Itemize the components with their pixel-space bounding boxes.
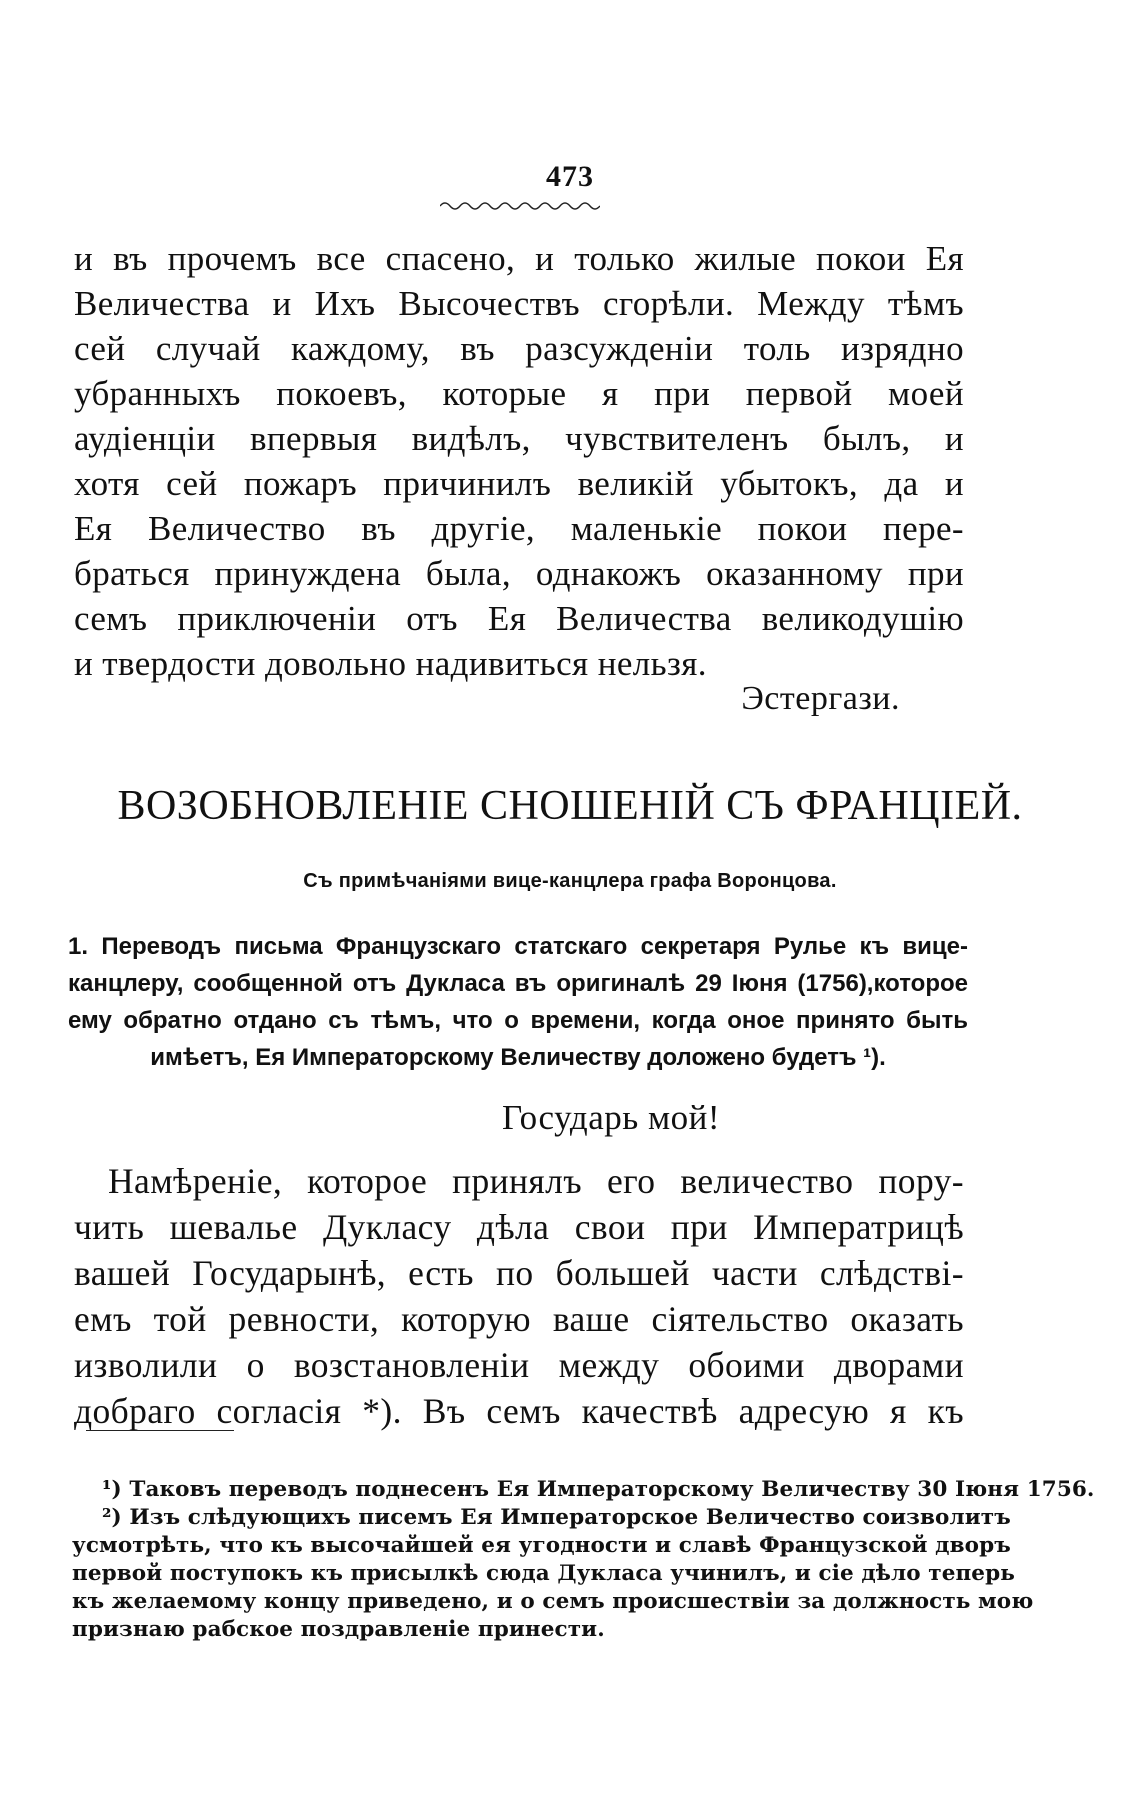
text-line: добраго согласія *). Въ семъ качествѣ адресую я къ — [74, 1391, 964, 1431]
footnote-line: къ желаемому концу приведено, и о семъ происшествіи за должность мою — [72, 1589, 1034, 1614]
section-subtitle: Съ примѣчаніями вице-канцлера графа Воронцова. — [303, 870, 837, 892]
text-line: убранныхъ покоевъ, которые я при первой моей — [74, 374, 964, 413]
text-line: Ея Величество въ другіе, маленькіе покои пере- — [74, 509, 964, 548]
page-number: 473 — [546, 160, 594, 193]
footnote-line: ¹) Таковъ переводъ поднесенъ Ея Императорскому Величеству 30 Іюня 1756. — [102, 1477, 1095, 1502]
text-line: Величества и Ихъ Высочествъ сгорѣли. Между тѣмъ — [74, 284, 964, 323]
paragraph-letter-end — [74, 236, 964, 686]
footnote-line: первой поступокъ къ присылкѣ сюда Дукласа учинилъ, и сіе дѣло теперь — [72, 1561, 1015, 1586]
text-line: аудіенціи впервыя видѣлъ, чувствителенъ былъ, и — [74, 419, 964, 458]
heading-line: имѣетъ, Ея Императорскому Величеству доложено будетъ ¹). — [150, 1044, 886, 1071]
footnote-divider — [86, 1430, 234, 1431]
wavy-ornament — [440, 200, 600, 212]
footnote-line: усмотрѣть, что къ высочайшей ея угодности и славѣ Французской дворъ — [72, 1533, 1011, 1558]
footnote-line: признаю рабское поздравленіе принести. — [72, 1617, 605, 1642]
text-line: и твердости довольно надивиться нельзя. — [74, 644, 707, 683]
paragraph-letter-start — [74, 1158, 964, 1434]
heading-line: канцлеру, сообщенной отъ Дукласа въ оригиналѣ 29 Іюня (1756),которое — [68, 970, 968, 997]
heading-line: ему обратно отдано съ тѣмъ, что о времени, когда оное принято быть — [68, 1007, 968, 1034]
salutation: Государь мой! — [502, 1098, 720, 1137]
text-line: Намѣреніе, которое принялъ его величество пору- — [108, 1161, 964, 1201]
text-line: изволили о возстановленіи между обоими дворами — [74, 1345, 964, 1385]
text-line: емъ той ревности, которую ваше сіятельство оказать — [74, 1299, 964, 1339]
text-line: вашей Государынѣ, есть по большей части слѣдствi- — [74, 1253, 964, 1293]
text-line: и въ прочемъ все спасено, и только жилые покои Ея — [74, 239, 964, 278]
text-line: сей случай каждому, въ разсужденіи толь изрядно — [74, 329, 964, 368]
footnote-line: ²) Изъ слѣдующихъ писемъ Ея Императорское Величество соизволитъ — [102, 1505, 1011, 1530]
text-line: чить шевалье Дукласу дѣла свои при Императрицѣ — [74, 1207, 964, 1247]
text-line: семъ приключеніи отъ Ея Величества великодушію — [74, 599, 964, 638]
text-line: браться принуждена была, однакожъ оказанному при — [74, 554, 964, 593]
text-line: хотя сей пожаръ причинилъ великій убытокъ, да и — [74, 464, 964, 503]
section-title: ВОЗОБНОВЛЕНІЕ СНОШЕНІЙ СЪ ФРАНЦІЕЙ. — [117, 783, 1023, 829]
document-heading — [68, 928, 968, 1076]
heading-line: 1. Переводъ письма Французскаго статскаго секретаря Рулье къ вице- — [68, 933, 968, 960]
signature: Эстергази. — [741, 680, 900, 717]
footnotes — [72, 1476, 1095, 1644]
